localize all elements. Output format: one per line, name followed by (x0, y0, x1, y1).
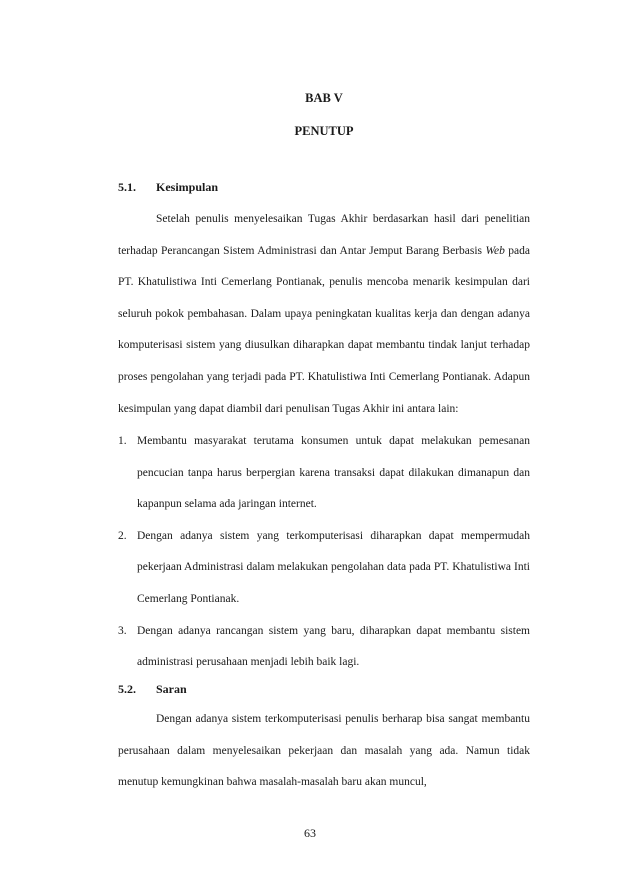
chapter-label: BAB V (305, 91, 343, 105)
paragraph-kesimpulan (118, 204, 530, 425)
section-title: Saran (156, 682, 187, 696)
list-item-number: 2. (118, 529, 127, 542)
list-item (118, 426, 530, 521)
conclusion-list (118, 426, 530, 679)
paragraph-saran: Dengan adanya sistem terkomputerisasi penulis berharap bisa sangat membantu perusahaan dalam menyelesaikan pekerjaan dan masalah yang ada. Namun tidak menutup kemungkinan bahwa masalah-masalah baru akan muncul, (118, 713, 530, 789)
list-item-text: Membantu masyarakat terutama konsumen untuk dapat melakukan pemesanan pencucian tanpa harus berpergian karena transaksi dapat dilakukan dimanapun dan kapanpun selama ada jaringan internet. (137, 435, 530, 511)
list-item-number: 3. (118, 624, 127, 637)
section-heading-saran (118, 682, 187, 697)
section-heading-kesimpulan (118, 180, 218, 195)
paragraph-italic: Web (485, 244, 505, 257)
page-number: 63 (304, 826, 316, 840)
list-item-number: 1. (118, 435, 127, 447)
paragraph-text-continued: pada PT. Khatulistiwa Inti Cemerlang Pontianak, penulis mencoba menarik kesimpulan dari seluruh pokok pembahasan. Dalam upaya peningkatan kualitas kerja dan dengan adanya komputerisasi sistem yang diusulkan diharapkan dapat membantu tindak lanjut terhadap proses pengolahan yang terjadi pada PT. Khatulistiwa Inti Cemerlang Pontianak. Adapun kesimpulan yang dapat diambil dari penulisan Tugas Akhir ini antara lain: (118, 244, 531, 415)
section-number: 5.2. (118, 682, 136, 696)
list-item-text: Dengan adanya sistem yang terkomputerisasi diharapkan dapat mempermudah pekerjaan Administrasi dalam melakukan pengolahan data pada PT. Khatulistiwa Inti Cemerlang Pontianak. (137, 529, 530, 605)
section-title: Kesimpulan (156, 180, 219, 194)
list-item (118, 616, 530, 679)
list-item-text: Dengan adanya rancangan sistem yang baru, diharapkan dapat membantu sistem administrasi perusahaan menjadi lebih baik lagi. (137, 624, 530, 669)
section-number: 5.1. (118, 180, 136, 194)
paragraph-text: Setelah penulis menyelesaikan Tugas Akhir berdasarkan hasil dari penelitian terhadap Perancangan Sistem Administrasi dan Antar Jemput Barang Berbasis (118, 213, 530, 257)
chapter-title: PENUTUP (294, 124, 354, 138)
list-item (118, 521, 530, 616)
